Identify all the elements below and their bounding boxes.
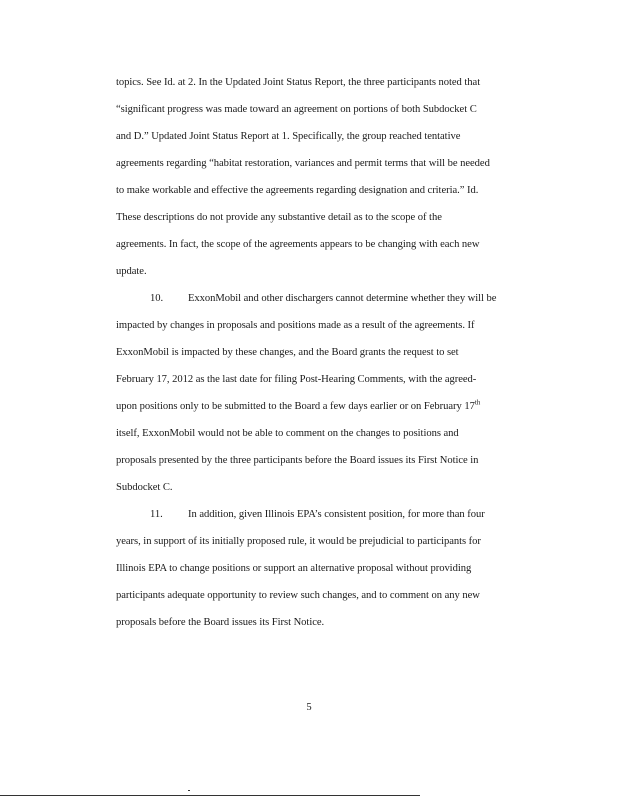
paragraph-number: 11. [150,509,163,520]
paragraph-10-first-line [150,292,496,306]
text-line: agreements. In fact, the scope of the agreements appears to be changing with each new [116,239,480,250]
page-number: 5 [306,702,312,713]
footer-rule [0,795,420,796]
footer-mark [188,790,190,791]
text-line: “significant progress was made toward an agreement on portions of both Subdocket C [116,104,477,115]
text-line: years, in support of its initially proposed rule, it would be prejudicial to participants for [116,536,481,547]
text-line-with-superscript [116,400,480,414]
text-line: participants adequate opportunity to review such changes, and to comment on any new [116,590,480,601]
text-line: to make workable and effective the agreements regarding designation and criteria.” Id. [116,185,479,196]
text-line: update. [116,266,147,277]
text-line: These descriptions do not provide any substantive detail as to the scope of the [116,212,442,223]
text-line: topics. See Id. at 2. In the Updated Joint Status Report, the three participants noted that [116,77,481,88]
text-line: impacted by changes in proposals and positions made as a result of the agreements. If [116,320,475,331]
paragraph-11-first-line [150,508,485,522]
paragraph-number: 10. [150,293,164,304]
text-line: proposals presented by the three participants before the Board issues its First Notice in [116,455,479,466]
text-line: and D.” Updated Joint Status Report at 1. Specifically, the group reached tentative [116,131,461,142]
text-line: In addition, given Illinois EPA’s consistent position, for more than four [188,509,485,520]
text-line: February 17, 2012 as the last date for filing Post-Hearing Comments, with the agreed- [116,374,477,385]
text-line: ExxonMobil and other dischargers cannot determine whether they will be [188,293,497,304]
text-line: proposals before the Board issues its First Notice. [116,617,325,628]
text-line: Subdocket C. [116,482,173,493]
text-line: Illinois EPA to change positions or support an alternative proposal without providing [116,563,472,574]
text-line: upon positions only to be submitted to the Board a few days earlier or on February 17 [116,401,475,412]
superscript: th [474,398,481,407]
text-line: ExxonMobil is impacted by these changes, and the Board grants the request to set [116,347,459,358]
text-line: itself, ExxonMobil would not be able to comment on the changes to positions and [116,428,459,439]
text-line: agreements regarding “habitat restoration, variances and permit terms that will be needed [116,158,490,169]
